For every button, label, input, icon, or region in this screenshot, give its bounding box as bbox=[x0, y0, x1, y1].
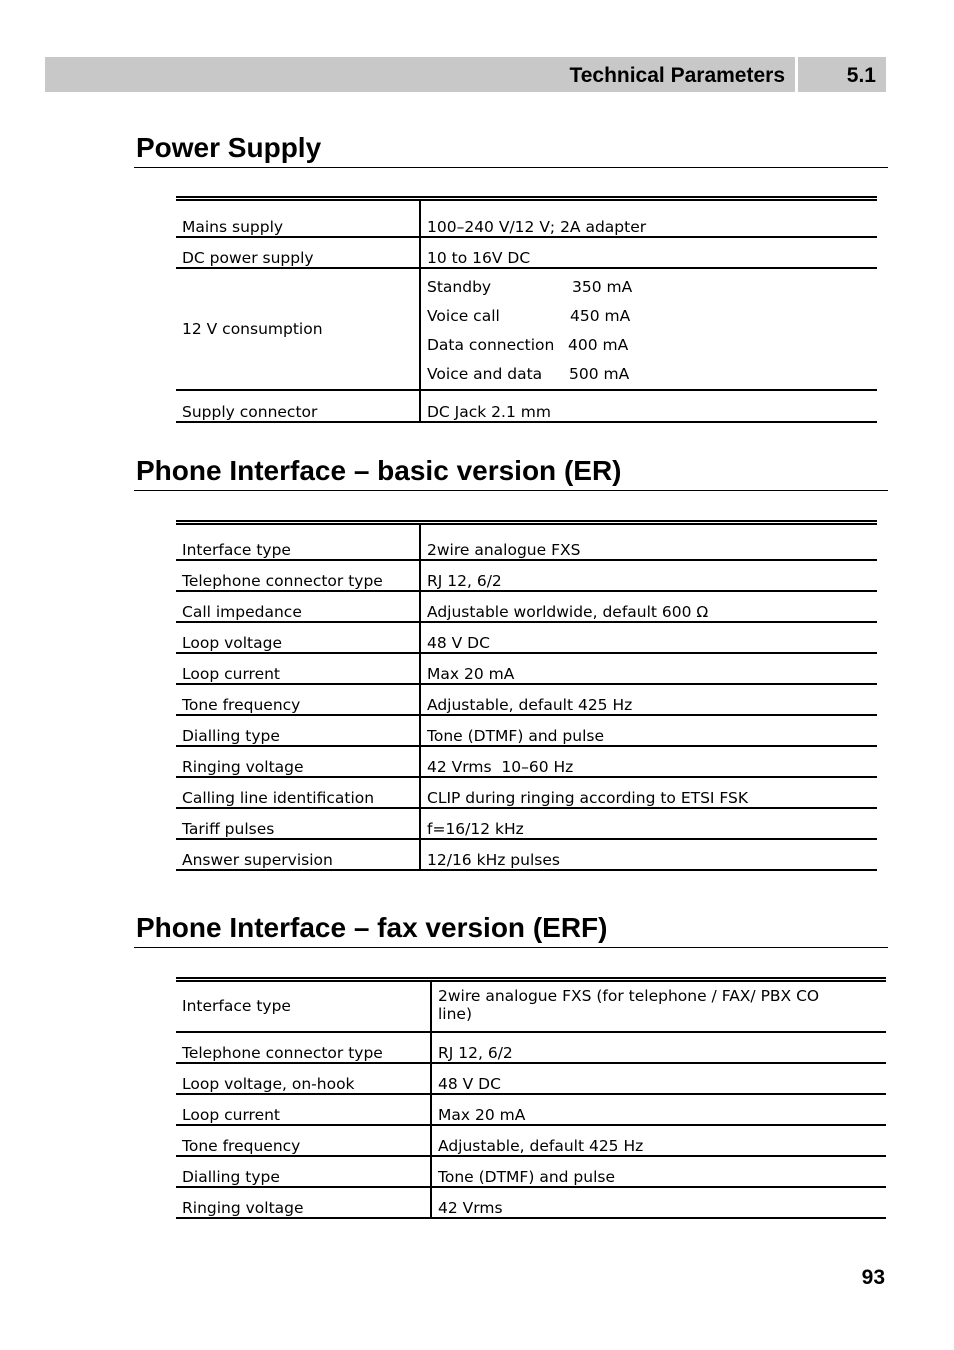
row-value: 42 Vrms 10–60 Hz bbox=[420, 746, 877, 777]
table-row bbox=[176, 1125, 886, 1156]
row-value: 48 V DC bbox=[420, 622, 877, 653]
row-label: Telephone connector type bbox=[176, 1032, 431, 1063]
table-row bbox=[176, 1187, 886, 1218]
row-value: 100–240 V/12 V; 2A adapter bbox=[420, 199, 877, 237]
header-title: Technical Parameters bbox=[569, 64, 785, 87]
row-label: Dialling type bbox=[176, 715, 420, 746]
row-label: Tone frequency bbox=[176, 1125, 431, 1156]
row-label: Ringing voltage bbox=[176, 1187, 431, 1218]
page-number: 93 bbox=[861, 1266, 885, 1289]
row-label: Call impedance bbox=[176, 591, 420, 622]
table-row bbox=[176, 1094, 886, 1125]
row-value: 10 to 16V DC bbox=[420, 237, 877, 268]
row-label: Mains supply bbox=[176, 199, 420, 237]
phone-basic-table bbox=[176, 520, 877, 871]
row-label: Ringing voltage bbox=[176, 746, 420, 777]
row-value: Max 20 mA bbox=[431, 1094, 886, 1125]
table-row bbox=[176, 808, 877, 839]
table-row bbox=[176, 777, 877, 808]
row-value: 12/16 kHz pulses bbox=[420, 839, 877, 870]
row-label: Supply connector bbox=[176, 390, 420, 422]
table-row bbox=[176, 980, 886, 1032]
row-value: Max 20 mA bbox=[420, 653, 877, 684]
row-label: Loop current bbox=[176, 653, 420, 684]
row-value: Tone (DTMF) and pulse bbox=[431, 1156, 886, 1187]
table-row bbox=[176, 839, 877, 870]
table-row bbox=[176, 1156, 886, 1187]
consumption-line: Data connection 400 mA bbox=[427, 335, 629, 354]
row-label: Dialling type bbox=[176, 1156, 431, 1187]
table-row bbox=[176, 390, 877, 422]
consumption-line: Voice call 450 mA bbox=[427, 306, 631, 325]
table-row bbox=[176, 268, 877, 390]
row-value: RJ 12, 6/2 bbox=[431, 1032, 886, 1063]
row-value: 42 Vrms bbox=[431, 1187, 886, 1218]
consumption-line: Standby 350 mA bbox=[427, 277, 633, 296]
row-value: 48 V DC bbox=[431, 1063, 886, 1094]
row-value: 2wire analogue FXS bbox=[420, 523, 877, 560]
table-row bbox=[176, 684, 877, 715]
table-row bbox=[176, 746, 877, 777]
row-label: Interface type bbox=[176, 980, 431, 1032]
row-label: Tone frequency bbox=[176, 684, 420, 715]
row-label: Interface type bbox=[176, 523, 420, 560]
row-label: Tariff pulses bbox=[176, 808, 420, 839]
section-rule bbox=[134, 167, 888, 168]
section-title-phone-fax: Phone Interface – fax version (ERF) bbox=[136, 912, 608, 943]
power-supply-table bbox=[176, 196, 877, 423]
table-row bbox=[176, 1063, 886, 1094]
phone-fax-table bbox=[176, 977, 886, 1219]
section-title-phone-basic: Phone Interface – basic version (ER) bbox=[136, 455, 622, 486]
row-value-line: line) bbox=[438, 1005, 473, 1024]
consumption-line: Voice and data 500 mA bbox=[427, 364, 630, 383]
header-section-number: 5.1 bbox=[846, 64, 876, 87]
table-row bbox=[176, 1032, 886, 1063]
table-row bbox=[176, 560, 877, 591]
row-label: Loop voltage bbox=[176, 622, 420, 653]
row-value: Adjustable, default 425 Hz bbox=[420, 684, 877, 715]
row-value bbox=[431, 980, 886, 1032]
row-label: 12 V consumption bbox=[176, 268, 420, 390]
row-value-line: 2wire analogue FXS (for telephone / FAX/ PBX CO bbox=[438, 987, 820, 1006]
row-value: Tone (DTMF) and pulse bbox=[420, 715, 877, 746]
table-row bbox=[176, 523, 877, 560]
header-divider bbox=[795, 57, 798, 92]
page-header-bar bbox=[45, 57, 886, 92]
row-label: Loop voltage, on-hook bbox=[176, 1063, 431, 1094]
section-rule bbox=[134, 490, 888, 491]
row-value: CLIP during ringing according to ETSI FSK bbox=[420, 777, 877, 808]
row-value: RJ 12, 6/2 bbox=[420, 560, 877, 591]
row-value: Adjustable, default 425 Hz bbox=[431, 1125, 886, 1156]
row-value: DC Jack 2.1 mm bbox=[420, 390, 877, 422]
row-label: Answer supervision bbox=[176, 839, 420, 870]
consumption-values bbox=[420, 268, 877, 390]
section-rule bbox=[134, 947, 888, 948]
table-row bbox=[176, 622, 877, 653]
row-label: DC power supply bbox=[176, 237, 420, 268]
table-row bbox=[176, 591, 877, 622]
table-row bbox=[176, 237, 877, 268]
section-title-power-supply: Power Supply bbox=[136, 132, 322, 163]
table-row bbox=[176, 715, 877, 746]
row-value: Adjustable worldwide, default 600 Ω bbox=[420, 591, 877, 622]
row-label: Telephone connector type bbox=[176, 560, 420, 591]
row-value: f=16/12 kHz bbox=[420, 808, 877, 839]
row-label: Loop current bbox=[176, 1094, 431, 1125]
row-label: Calling line identification bbox=[176, 777, 420, 808]
table-row bbox=[176, 653, 877, 684]
table-row bbox=[176, 199, 877, 237]
